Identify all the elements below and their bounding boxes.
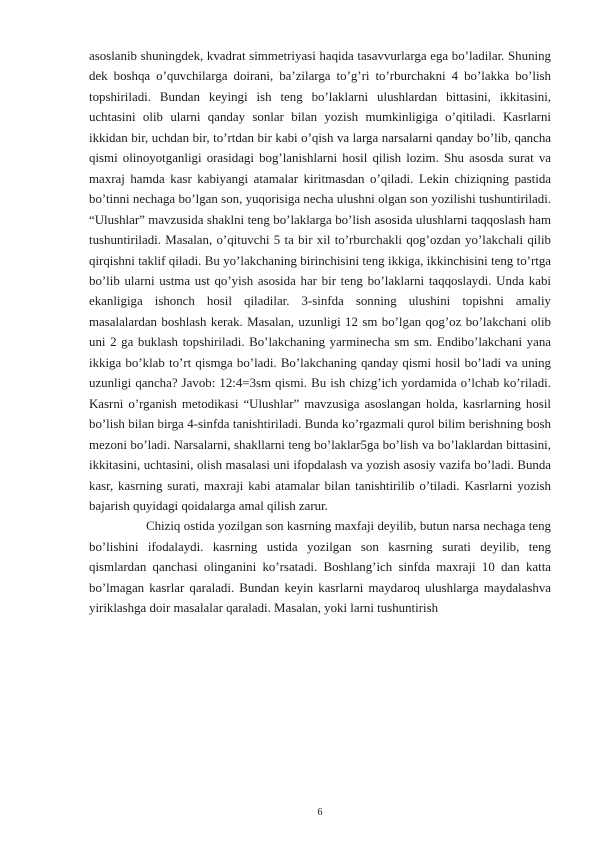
paragraph-1: asoslanib shuningdek, kvadrat simmetriyasi haqida tasavvurlarga ega bo’ladilar. Shuning dek boshqa o’quvchilarga doirani, ba’zilarga to’g’ri to’rburchakni 4 bo’lakka bo’lish topshiriladi. Bundan keyingi ish teng bo’laklarni ulushlardan bittasini, ikkitasini, uchtasini olib ularni qanday sonlar bilan yozish mumkinligiga o’qitiladi. Kasrlarni ikkidan bir, uchdan bir, to’rtdan bir kabi o’qish va larga narsalarni qanday bo’lib, qancha qismi olinoyotganligi orasidagi bog’lanishlarni hosil qilish lozim. Shu asosda surat va maxraj hamda kasr kabiyangi atamalar kiritmasdan o’qiladi. Lekin chiziqning pastida bo’tinni nechaga bo’lgan son, yuqorisiga necha ulushni olgan son yozilishi tushuntiriladi. “Ulushlar” mavzusida shaklni teng bo’laklarga bo’lish asosida ulushlarni taqqoslash ham tushuntiriladi. Masalan, o’qituvchi 5 ta bir xil to’rburchakli qog’ozdan yo’lakchali qilib qirqishni taklif qiladi. Bu yo’lakchaning birinchisini teng ikkiga, ikkinchisini teng to’rtga bo’lib ularni ustma ust qo’yish asosida har bir teng bo’laklarni taqqoslaydi. Unda kabi ekanligiga ishonch hosil qiladilar. 3-sinfda sonning ulushini topishni amaliy masalalardan boshlash kerak. Masalan, uzunligi 12 sm bo’lgan qog’oz bo’lakchani olib uni 2 ga buklash topshiriladi. Bo’lakchaning yarminecha sm sm. Endibo’lakchani yana ikkiga bo’klab to’rt qismga bo’ladi. Bo’lakchaning qanday qismi hosil bo’ladi va uning uzunligi qancha? Javob: 12:4=3sm qismi. Bu ish chizg’ich yordamida o’lchab ko’riladi. Kasrni o’rganish metodikasi “Ulushlar” mavzusiga asoslangan holda, kasrlarning hosil bo’lish bilan birga 4-sinfda tanishtiriladi. Bunda ko’rgazmali qurol bilim berishning bosh mezoni bo’ladi. Narsalarni, shakllarni teng bo’laklar5ga bo’lish va bo’laklardan bittasini, ikkitasini, uchtasini, olish masalasi uni ifopdalash va yozish asosiy vazifa bo’ladi. Bunda kasr, kasrning surati, maxraji kabi atamalar bilan tanishtirilib o’tiladi. Kasrlarni yozish bajarish quyidagi qoidalarga amal qilish zarur.: [89, 49, 551, 513]
page-number: 6: [317, 807, 323, 818]
paragraph-2: Chiziq ostida yozilgan son kasrning maxfaji deyilib, butun narsa nechaga teng bo’lishini ifodalaydi. kasrning ustida yozilgan son kasrning surati deyilib, teng qismlardan qanchasi olinganini ko’rsatadi. Boshlang’ich sinfda maxraji 10 dan katta bo’lmagan kasrlar qaraladi. Bundan keyin kasrlarni maydaroq ulushlarga maydalashva yiriklashga doir masalalar qaraladi. Masalan, yoki larni tushuntirish: [89, 519, 551, 616]
body-text: [89, 46, 551, 619]
